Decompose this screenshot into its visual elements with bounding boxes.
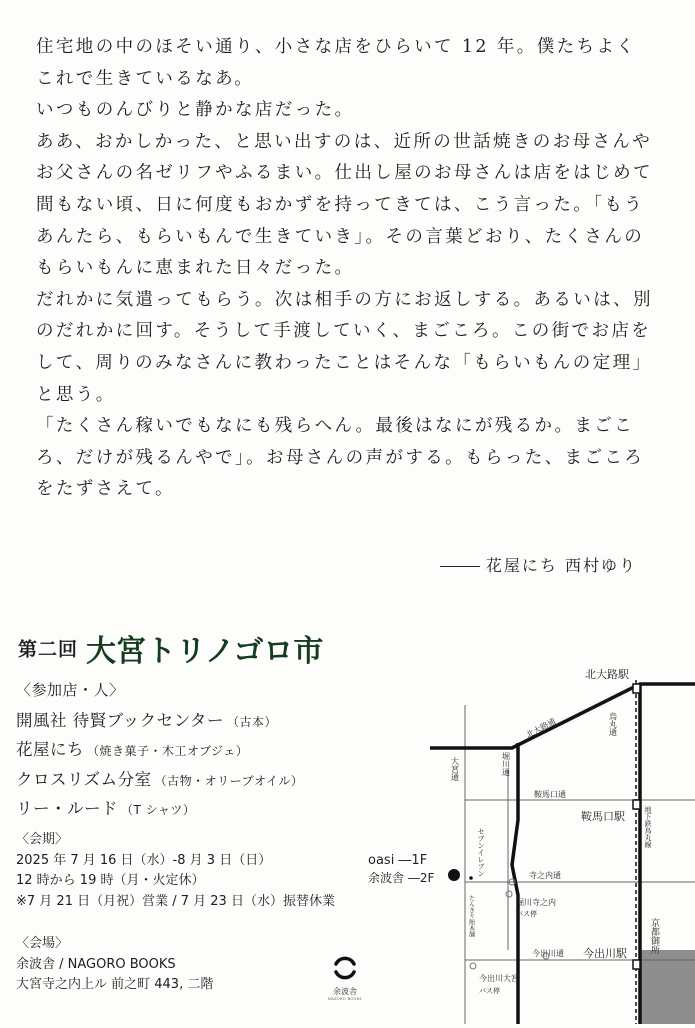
signature-dash <box>440 566 480 567</box>
seven-eleven-marker-icon <box>469 876 473 880</box>
kitaoji-station-label: 北大路駅 <box>585 668 629 681</box>
venue-label-2f: 余波舎 ―2F <box>368 871 435 885</box>
logo-brand: 余波舎 <box>333 987 357 996</box>
kuramaguchi-dori-label: 鞍馬口通 <box>534 790 566 799</box>
period-heading: 〈会期〉 <box>16 832 69 847</box>
imadegawa-omiya-label: 今出川大宮 <box>479 974 519 983</box>
kitaoji-station-box <box>633 684 640 693</box>
essay-paragraph: いつものんびりと静かな店だった。 <box>36 100 355 121</box>
essay <box>36 32 656 506</box>
subway-label: 地下鉄烏丸線 <box>644 806 652 848</box>
seven-eleven-label: セブンイレブン <box>477 828 485 877</box>
imadegawa-dori-label: 今出川通 <box>532 949 564 958</box>
venue-label-1f: oasi ―1F <box>368 853 428 868</box>
participant-note: （焼き菓子・木工オブジェ） <box>87 744 249 759</box>
kitaoji-dori-road <box>430 684 695 748</box>
participant-item <box>16 735 303 765</box>
participant-item <box>16 765 303 795</box>
event-prefix: 第二回 <box>18 638 79 661</box>
gosho-label: 京都御所 <box>649 918 659 954</box>
imadegawa-station-box <box>633 960 640 969</box>
teranouchi-dori-label: 寺之内通 <box>529 871 561 880</box>
participant-name: クロスリズム分室 <box>16 769 152 789</box>
gosho-area <box>640 950 695 1024</box>
access-map <box>330 660 695 1024</box>
bus-stop-icon <box>470 963 476 969</box>
kuramaguchi-station-label: 鞍馬口駅 <box>581 810 625 823</box>
venue-line: 余波舎 / NAGORO BOOKS <box>16 956 176 972</box>
participant-note: （古物・オリーブオイル） <box>154 773 304 788</box>
signature <box>440 553 637 576</box>
imadegawa-station-label: 今出川駅 <box>583 947 627 960</box>
event-name: 大宮トリノゴロ市 <box>86 634 324 669</box>
venue-section <box>16 934 213 996</box>
participant-item <box>16 706 303 736</box>
participants-heading: 〈参加店・人〉 <box>16 681 125 699</box>
karasuma-label: 烏丸通 <box>608 712 618 736</box>
participant-note: （古本） <box>226 714 277 729</box>
period-section <box>16 830 335 912</box>
participant-item <box>16 794 303 824</box>
tankiri-label: たんきり飴本舗 <box>467 895 475 937</box>
omiya-label: 大宮通 <box>450 757 460 781</box>
participant-name: 開風社 待賢ブックセンター <box>16 710 224 730</box>
period-line: 2025 年 7 月 16 日（水）-8 月 3 日（日） <box>16 852 272 868</box>
kitaoji-dori-label: 北大路通 <box>524 716 558 740</box>
event-title <box>18 626 323 670</box>
horikawa-label: 堀川通 <box>501 752 511 776</box>
bus-stop-icon <box>506 891 512 897</box>
logo-sub: NAGORO BOOKS <box>328 997 362 1001</box>
venue-line: 大宮寺之内上ル 前之町 443, 二階 <box>16 977 214 992</box>
period-line: 12 時から 19 時（月・火定休） <box>16 873 205 888</box>
essay-paragraph: だれかに気遣ってもらう。次は相手の方にお返しする。あるいは、別のだれかに回す。そうして手渡していく、まごころ。この街でお店をして、周りのみなさんに教わったことはそんな「もらいもんの定理」と思う。 <box>36 289 653 405</box>
participant-name: 花屋にち <box>16 740 84 760</box>
bus-stop-label: バス停 <box>479 987 500 995</box>
participant-note: （T シャツ） <box>121 803 196 818</box>
signature-text: 花屋にち 西村ゆり <box>485 556 637 575</box>
bus-stop-label: バス停 <box>516 910 537 918</box>
essay-paragraph: ああ、おかしかった、と思い出すのは、近所の世話焼きのお母さんやお父さんの名ゼリフやふるまい。仕出し屋のお母さんは店をはじめて間もない頃、日に何度もおかずを持ってきては、こう言った。「もうあんたら、もらいもんで生きていき」。その言葉どおり、たくさんのもらいもんに恵まれた日々だった。 <box>36 131 653 279</box>
participant-name: リー・ルード <box>16 799 118 819</box>
period-line: ※7 月 21 日（月祝）営業 / 7 月 23 日（水）振替休業 <box>16 893 335 909</box>
map-svg <box>330 660 695 1024</box>
participants-section <box>16 676 303 824</box>
horikawa-teranouchi-label: 堀川寺之内 <box>516 898 556 907</box>
essay-paragraph: 「たくさん稼いでもなにも残らへん。最後はなにが残るか。まごころ、だけが残るんやで」。お母さんの声がする。もらった、まごころをたずさえて。 <box>36 416 645 500</box>
venue-marker-icon <box>448 869 460 881</box>
essay-paragraph: 住宅地の中のほそい通り、小さな店をひらいて 12 年。僕たちよくこれで生きているなあ。 <box>36 37 637 89</box>
venue-heading: 〈会場〉 <box>16 936 69 951</box>
kuramaguchi-station-box <box>633 800 640 809</box>
